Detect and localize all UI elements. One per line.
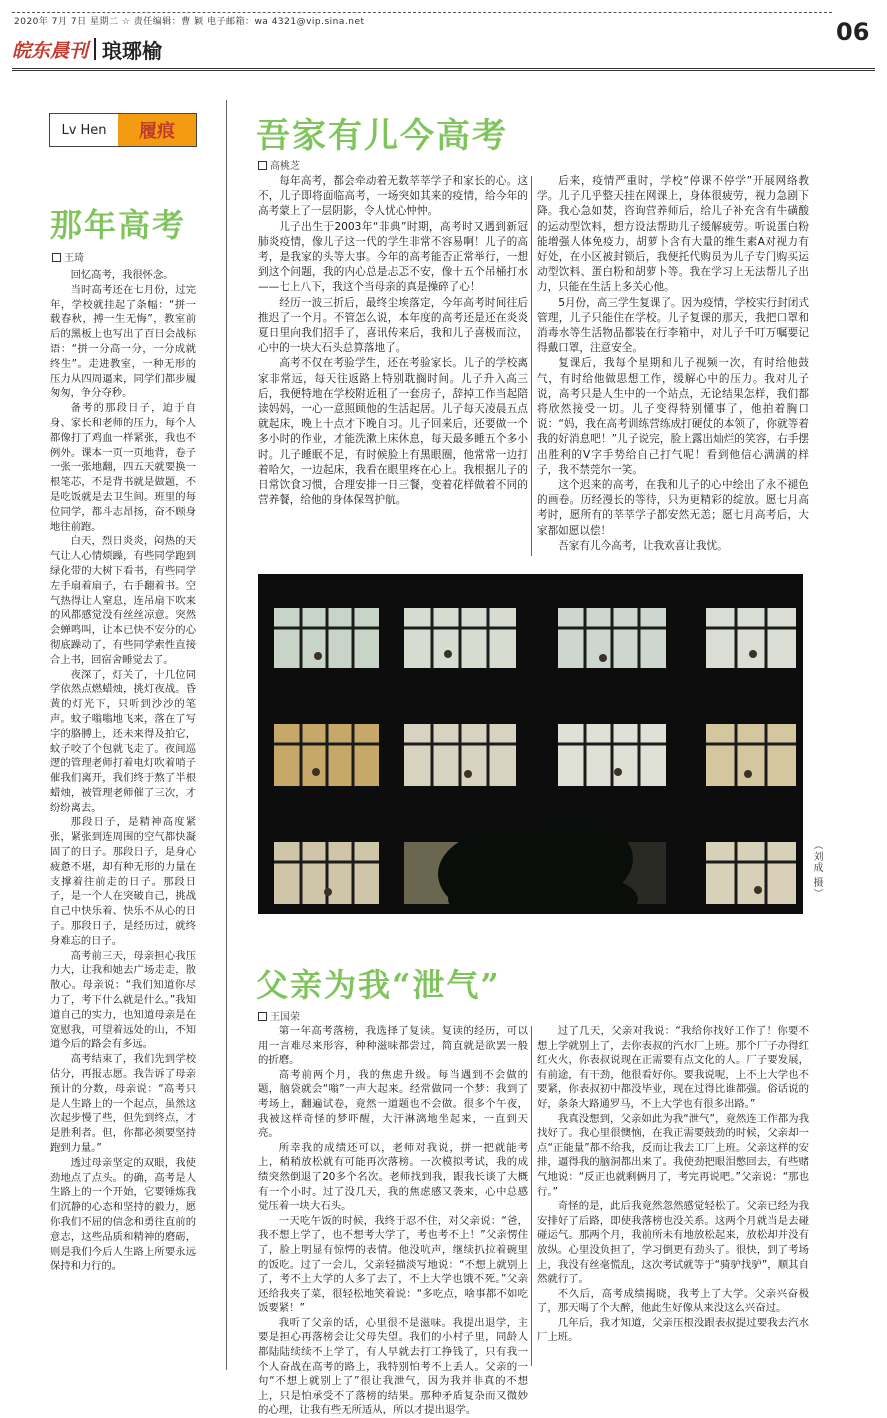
article3-paragraph: 高考前两个月，我的焦虑升级。每当遇到不会做的题，脑袋就会“嗡”一声大起来。经常做同一个梦：我到了考场上，翻遍试卷，竟然一道题也不会做。很多个午夜，我被这样奇怪的梦吓醒，大汗淋漓地坐起来，一直到天亮。 <box>258 1068 528 1140</box>
article2-paragraph: 5月份，高三学生复课了。因为疫情，学校实行封闭式管理，儿子只能住在学校。儿子复课的那天，我把口罩和消毒水等生活物品都装在行李箱中，对儿子千叮万嘱要记得戴口罩，注意安全。 <box>537 296 809 355</box>
section-badge <box>49 113 197 147</box>
article2-column-rule <box>531 176 532 556</box>
badge-chinese: 履痕 <box>118 114 196 146</box>
article3-col1 <box>258 1024 528 1418</box>
article2-paragraph: 儿子出生于2003年“非典”时期，高考时又遇到新冠肺炎疫情，像儿子这一代的学生非常不容易啊！儿子的高考，是我家的头等大事。今年的高考能否正常举行，一想到这个问题，我的内心总是忐忑不安，像十五个吊桶打水——七上八下，我这个当母亲的真是操碎了心！ <box>258 220 528 294</box>
masthead-rule <box>12 68 875 71</box>
photo-caption: （刘成 摄） <box>811 840 822 900</box>
article1-paragraph: 高考前三天，母亲担心我压力大，让我和她去广场走走，散散心。母亲说：“我们知道你尽力了，考下什么就是什么。”我知道自己的实力，也知道母亲是在宽慰我，可望着远处的山，不知道今后的路会有多远。 <box>50 949 196 1051</box>
article3-column-rule <box>531 1026 532 1366</box>
article3-paragraph: 一天吃午饭的时候，我终于忍不住，对父亲说：“爸，我不想上学了，也不想考大学了，考也考不上！”父亲愣住了，脸上明显有惊愕的表情。他没吭声，继续扒拉着碗里的饭吃。过了一会儿，父亲轻描淡写地说：“不想上就别上了，考不上大学的人多了去了，不上大学也饿不死。”父亲还给我夹了菜，很轻松地笑着说：“多吃点，啥事都不如吃饭要紧！” <box>258 1214 528 1315</box>
column-name: 琅琊榆 <box>102 38 163 63</box>
article3-paragraph: 不久后，高考成绩揭晓，我考上了大学。父亲兴奋极了，那天喝了个大醉，他此生好像从来没这么兴奋过。 <box>537 1287 809 1315</box>
article3-paragraph: 奇怪的是，此后我竟然忽然感觉轻松了。父亲已经为我安排好了后路，即使我落榜也没关系。这两个月就当是去碰碰运气。那两个月，我前所未有地放松起来，放松却并没有放纵。心里没负担了，学习倒更有劲头了。很快，到了考场上，我没有丝毫慌乱，这次考试就等于“骑驴找驴”，顺其自然就行了。 <box>537 1200 809 1286</box>
article3-col2 <box>537 1024 809 1345</box>
article2-paragraph: 复课后，我每个星期和儿子视频一次，有时给他鼓气，有时给他做思想工作，缓解心中的压力。我对儿子说，高考只是人生中的一个站点，无论结果怎样，我们都将欣然接受一切。儿子变得特别懂事了，他拍着胸口说：“妈，我在高考训练营练成打硬仗的本领了，你就等着我的好消息吧！”儿子说完，脸上露出灿烂的笑容，右手摆出胜利的V字手势给自己打气呢！看到他信心满满的样子，我不禁莞尔一笑。 <box>537 357 809 476</box>
photo-illustration <box>258 574 803 914</box>
article3-author: 王国荣 <box>258 1008 300 1023</box>
article3-paragraph: 几年后，我才知道，父亲压根没跟表叔提过要我去汽水厂上班。 <box>537 1316 809 1344</box>
article1-paragraph: 白天，烈日炎炎，闷热的天气让人心情烦躁，有些同学跑到绿化带的大树下看书，有些同学左手扇着扇子，右手翻着书。空气热得让人窒息，连吊扇下吹来的风都感觉没有丝丝凉意。突然会蝉鸣叫，让本已快不安分的心彻底躁动了，有些同学索性直接合上书，回宿舍睡觉去了。 <box>50 535 196 666</box>
article2-paragraph: 吾家有儿今高考，让我欢喜让我忧。 <box>558 539 728 552</box>
article3-paragraph: 第一年高考落榜，我选择了复读。复读的经历，可以用一言难尽来形容，种种滋味都尝过，简直就是欲罢一般的折磨。 <box>258 1025 528 1067</box>
header-top-rule <box>12 12 832 13</box>
article3-paragraph: 过了几天，父亲对我说：“我给你找好工作了！你要不想上学就别上了，去你表叔的汽水厂上班。那个厂子办得红红火火，你表叔说现在正需要有点文化的人。厂子要发展，有前途，有干劲，他很看好你。要我说呢，上不上大学也不要紧，你表叔初中都没毕业，现在过得比谁都强。俗话说的好，条条大路通罗马，不上大学也有很多出路。” <box>537 1025 809 1110</box>
article2-author: 高桃芝 <box>258 157 300 172</box>
article1-title: 那年高考 <box>50 206 187 244</box>
paper-name: 皖东晨刊 <box>12 39 89 62</box>
article3-title: 父亲为我“泄气” <box>256 966 501 1004</box>
article3-paragraph: 我真没想到，父亲如此为我“泄气”，竟然连工作都为我找好了。我心里很懊恼，在我正需要鼓劲的时候，父亲却一点“正能量”都不给我，反而让我去工厂上班。父亲这样的安排，逼得我的脑洞都出来了。我使劲把眼泪憋回去，有些赌气地说：“反正也就剩俩月了，考完再说吧。”父亲说：“那也行。” <box>537 1112 809 1198</box>
page-number: 06 <box>836 18 870 46</box>
article1-paragraph: 高考结束了，我们先到学校估分，再报志愿。我告诉了母亲预计的分数，母亲说：“高考只是人生路上的一个起点，虽然这次起步慢了些，但先到终点，才是胜利者。但，你都必须要坚持跑到力量。” <box>50 1053 196 1155</box>
badge-english: Lv Hen <box>50 114 118 146</box>
issue-meta: 2020年 7月 7日 星期二 ☆ 责任编辑：曹 颖 电子邮箱：wa 4321@vip.sina.net <box>14 17 365 27</box>
article2-col2 <box>537 174 809 554</box>
masthead <box>12 34 162 64</box>
masthead-separator <box>94 38 96 60</box>
article2-paragraph: 经历一波三折后，最终尘埃落定，今年高考时间往后推迟了一个月。不管怎么说，本年度的高考还是还在炎炎夏日里向我们招手了，喜讯传来后，我和儿子喜极而泣，心中的一块大石头总算落地了。 <box>258 296 528 355</box>
article1-body <box>50 268 196 1274</box>
article2-col1 <box>258 174 528 508</box>
article2-paragraph: 这个迟来的高考，在我和儿子的心中绘出了永不褪色的画卷。历经漫长的等待，只为更精彩的绽放。愿七月高考时，愿所有的莘莘学子都安然无恙；愿七月高考后，大家都如愿以偿！ <box>537 479 809 537</box>
article1-author: 王琦 <box>52 249 84 264</box>
article1-paragraph: 当时高考还在七月份，过完年，学校就挂起了条幅：“拼一载春秋，搏一生无悔”，教室前后的黑板上也写出了百日会战标语：“拼一分高一分，一分成就终生”。走进教室，一种无形的压力从四周逼来，同学们都步履匆匆，争分夺秒。 <box>50 283 196 400</box>
article2-paragraph: 高考不仅在考验学生，还在考验家长。儿子的学校离家非常远，每天往返路上特别耽搁时间。儿子升入高三后，我便特地在学校附近租了一套房子，辞掉工作当起陪读妈妈，一心一意照顾他的生活起居。儿子每天凌晨五点就起床，晚上十点才下晚自习。儿子回来后，还要做一个多小时的作业，才能洗漱上床休息，每天最多睡五个多小时。儿子睡眠不足，有时候脸上有黑眼圈，他常常一边打着哈欠，一边起床，我看在眼里疼在心上。我根据儿子的日常饮食习惯，合理安排一日三餐，变着花样做着不同的营养餐，给他的身体保驾护航。 <box>258 357 528 507</box>
article1-paragraph: 备考的那段日子，迫于自身、家长和老师的压力，每个人都像打了鸡血一样紧张，我也不例外。课本一页一页地背，卷子一张一张地翻，四五天就要换一根笔芯，不是背书就是做题，不是吃饭就是去卫生间。班里的每位同学，都斗志昂扬，奋不顾身地往前跑。 <box>50 402 196 533</box>
article2-title: 吾家有儿今高考 <box>256 116 508 156</box>
article1-paragraph: 那段日子，是精神高度紧张，紧张到连周围的空气都快凝固了的日子。那段日子，是身心疲惫不堪，却有种无形的力量在支撑着往前走的日子。那段日子，是一个人在突破自己，挑战自己中快乐着、快乐不从心的日子。那段日子，是经历过，就终身难忘的日子。 <box>50 816 196 947</box>
article1-paragraph: 透过母亲坚定的双眼，我使劲地点了点头。的确，高考是人生路上的一个开始，它要锤炼我们沉静的心态和坚持的毅力，愿你我们不屈的信念和勇往直前的意志，这些品质和精神的磨砺，则是我们今后人生路上所要永远保持和力行的。 <box>50 1156 196 1273</box>
column-divider <box>226 100 227 1370</box>
article2-paragraph: 后来，疫情严重时，学校“停课不停学”开展网络教学。儿子几乎整天挂在网课上，身体很疲劳，视力急剧下降。我心急如焚，咨询营养师后，给儿子补充含有牛磺酸的运动型饮料，想方设法帮助儿子缓解疲劳。听说蛋白粉能增强人体免疫力，胡萝卜含有大量的维生素A对视力有好处，在小区被封锁后，我便托代购员为儿子专门购买运动型饮料、蛋白粉和胡萝卜等。我在学习上无法帮儿子出力，只能在生活上多关心他。 <box>537 175 809 294</box>
photo-night-study-hall <box>258 574 803 914</box>
article3-paragraph: 我听了父亲的话，心里很不是滋味。我提出退学，主要是担心再落榜会让父母失望。我们的小村子里，同龄人都陆陆续续不上学了，有人早就去打工挣钱了，只有我一个人奋战在高考的路上，我特别怕考不上丢人。父亲的一句“不想上就别上了”很让我泄气，因为我并非真的不想上，只是怕承受不了落榜的结果。那种矛盾复杂而又微妙的心理，让我有些无所适从，所以才提出退学。 <box>258 1316 528 1417</box>
article1-paragraph: 夜深了，灯关了，十几位同学依然点燃蜡烛，挑灯夜战。昏黄的灯光下，只听到沙沙的笔声。蚊子嗡嗡地飞来，落在了写字的胳膊上，还未来得及拍它，蚊子咬了个包就飞走了。夜间巡逻的管理老师打着电灯吹着哨子催我们离开，我们终于熬了半根蜡烛，被管理老师催了三次，才纷纷离去。 <box>50 668 196 814</box>
article3-paragraph: 所幸我的成绩还可以，老师对我说，拼一把就能考上，稍稍放松就有可能再次落榜。一次模拟考试，我的成绩突然倒退了20多个名次。老师找到我，跟我长谈了大概有一个小时。过了没几天，我的焦虑感又袭来，心中总感觉压着一块大石头。 <box>258 1141 528 1213</box>
article1-paragraph: 回忆高考，我很怀念。 <box>70 269 174 281</box>
article2-paragraph: 每年高考，都会牵动着无数莘莘学子和家长的心。这不，儿子即将面临高考，一场突如其来的疫情，给今年的高考蒙上了一层阴影，令人忧心忡忡。 <box>258 175 528 218</box>
